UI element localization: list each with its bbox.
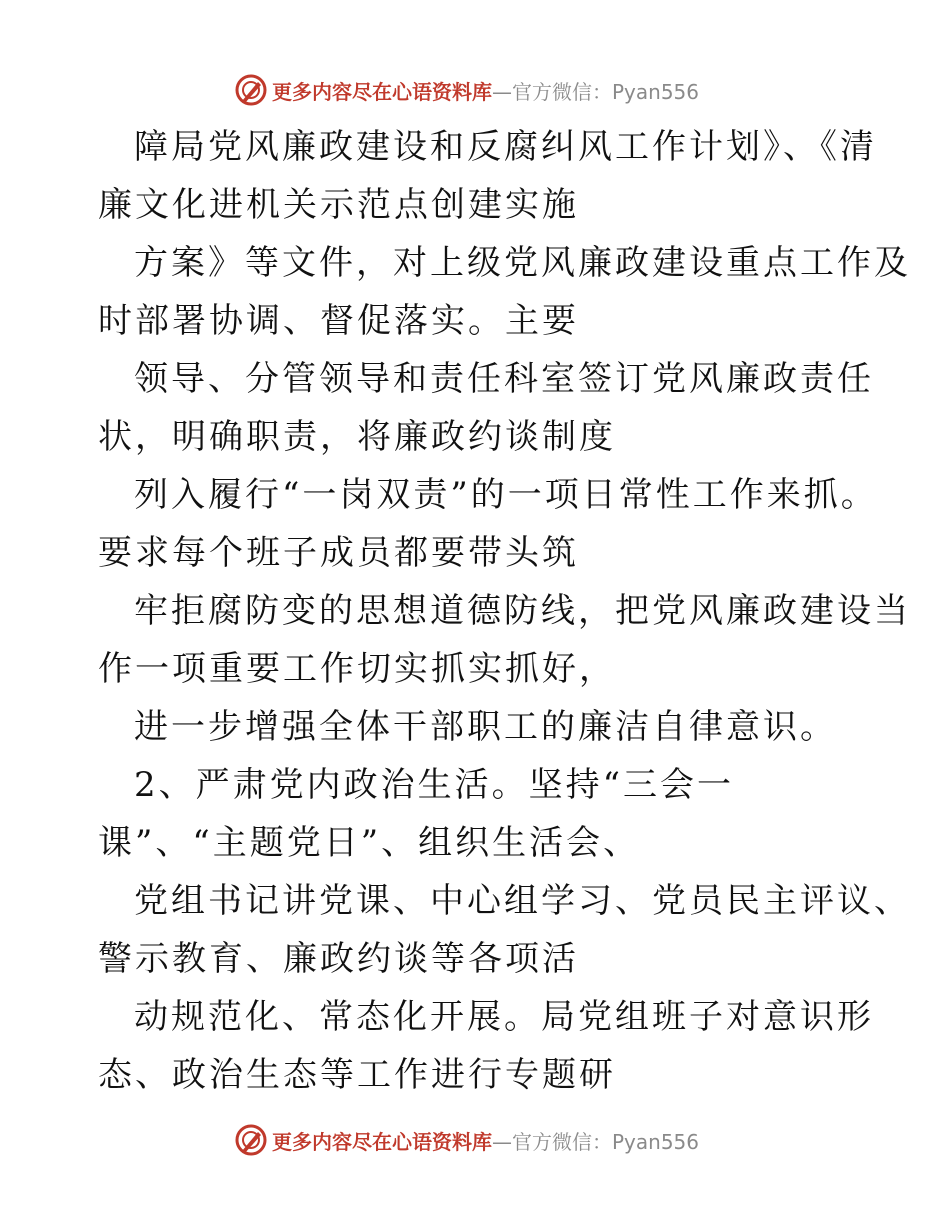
watermark-site-name: 更多内容尽在心语资料库 (272, 1129, 492, 1154)
footer-watermark (234, 1122, 699, 1158)
text-line: 党组书记讲党课、中心组学习、党员民主评议、 (134, 881, 911, 921)
header-watermark (234, 72, 699, 108)
text-line: 课”、“主题党日”、组织生活会、 (98, 823, 641, 863)
text-line: 牢拒腐防变的思想道德防线，把党风廉政建设当 (134, 591, 911, 631)
text-line: 态、政治生态等工作进行专题研 (98, 1055, 616, 1095)
text-line: 2、严肃党内政治生活。坚持“三会一 (134, 765, 735, 805)
watermark-wechat: —官方微信：Pyan556 (492, 79, 700, 104)
text-line: 作一项重要工作切实抓实抓好， (98, 649, 616, 689)
document-body (98, 118, 911, 1104)
text-line: 障局党风廉政建设和反腐纠风工作计划》、《清 (134, 127, 877, 167)
text-line: 警示教育、廉政约谈等各项活 (98, 939, 579, 979)
text-line: 时部署协调、督促落实。主要 (98, 301, 579, 341)
text-line: 领导、分管领导和责任科室签订党风廉政责任 (134, 359, 874, 399)
text-line: 动规范化、常态化开展。局党组班子对意识形 (134, 997, 874, 1037)
text-line: 进一步增强全体干部职工的廉洁自律意识。 (134, 707, 837, 747)
text-line: 列入履行“一岗双责”的一项日常性工作来抓。 (134, 475, 878, 515)
watermark-wechat: —官方微信：Pyan556 (492, 1129, 700, 1154)
text-line: 要求每个班子成员都要带头筑 (98, 533, 579, 573)
watermark-site-name: 更多内容尽在心语资料库 (272, 79, 492, 104)
text-line: 廉文化进机关示范点创建实施 (98, 185, 579, 225)
text-line: 状，明确职责，将廉政约谈制度 (98, 417, 616, 457)
text-line: 方案》等文件，对上级党风廉政建设重点工作及 (134, 243, 911, 283)
pen-circle-logo-icon (234, 73, 268, 107)
pen-circle-logo-icon (234, 1123, 268, 1157)
